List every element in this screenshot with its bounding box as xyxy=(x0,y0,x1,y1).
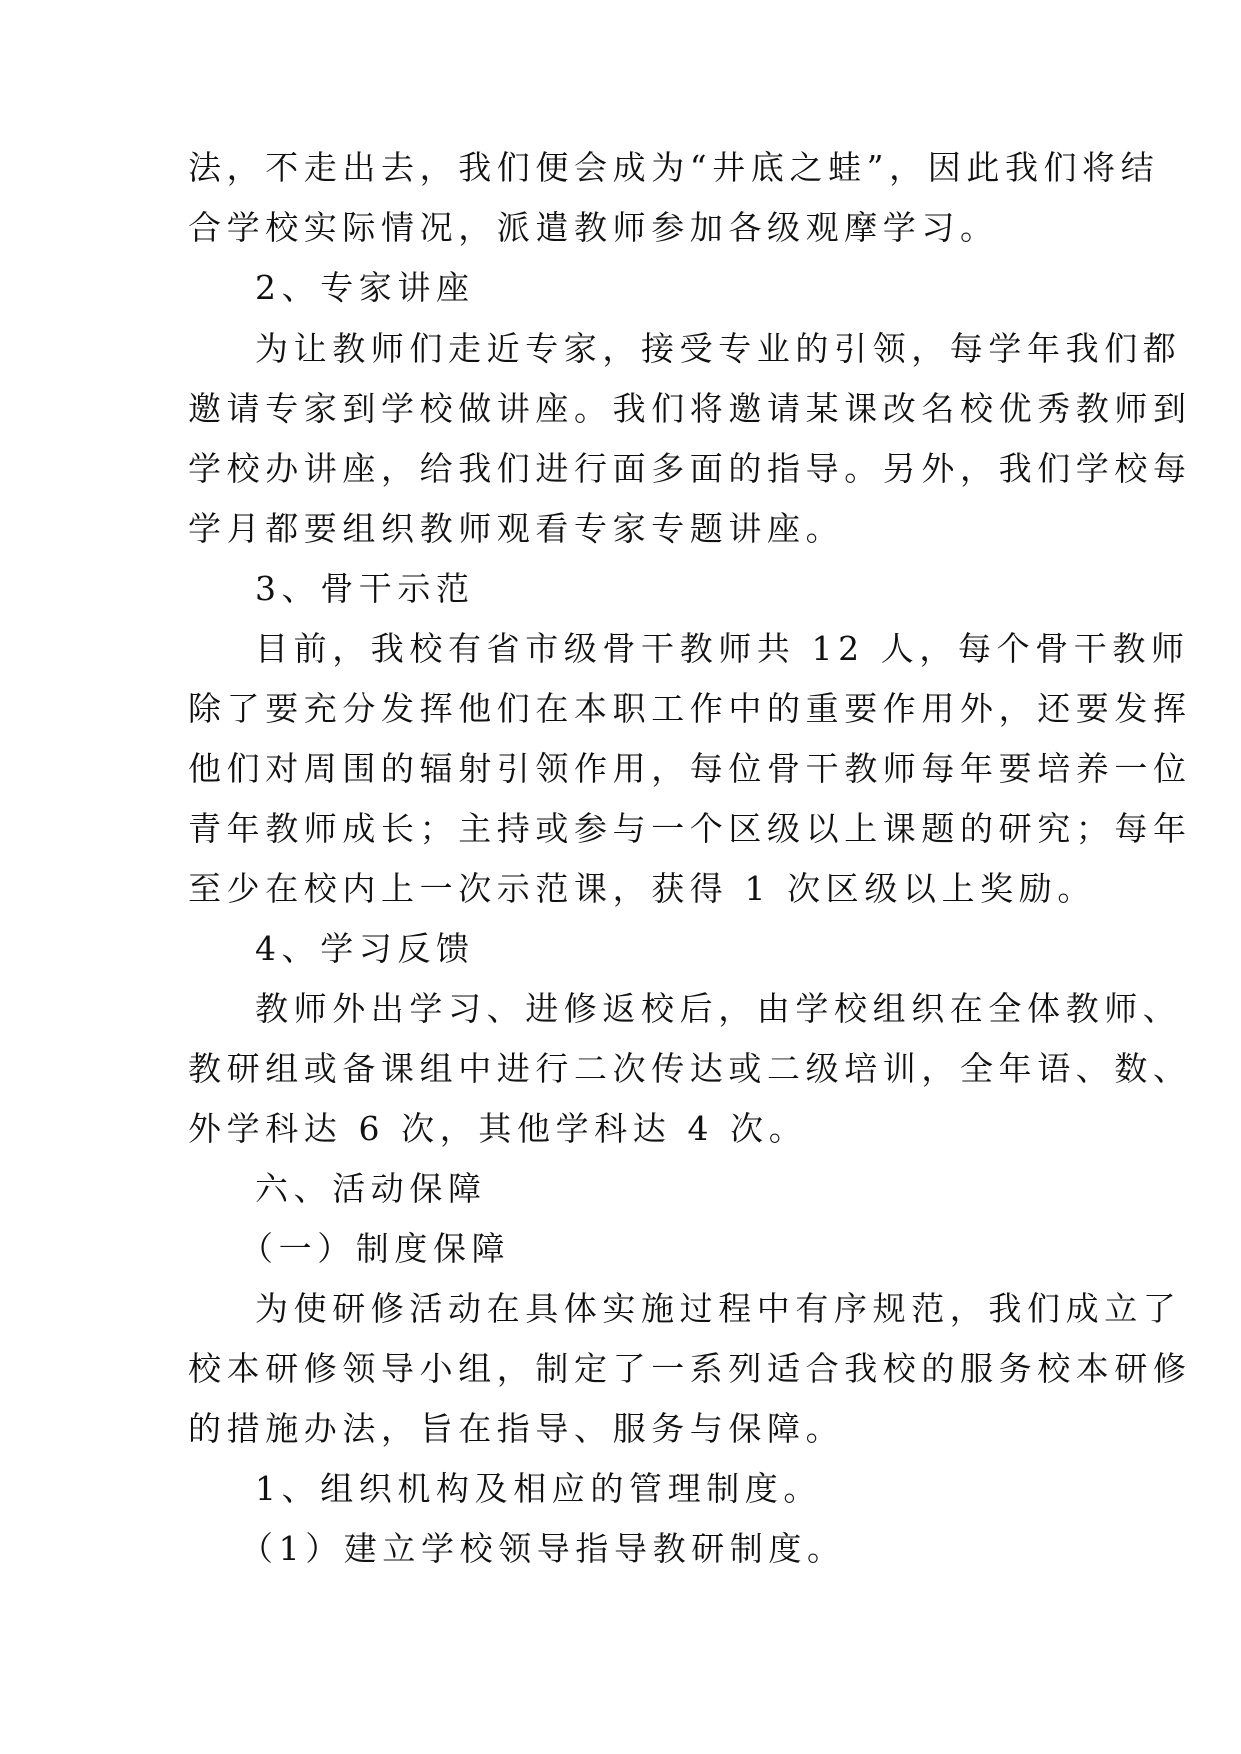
subsection-heading: （一）制度保障 xyxy=(240,1229,511,1268)
section-heading: 六、活动保障 xyxy=(255,1169,487,1208)
text-line: 校本研修领导小组，制定了一系列适合我校的服务校本研修 xyxy=(188,1349,1192,1388)
section-heading: 4、学习反馈 xyxy=(255,929,475,968)
text-line: 为使研修活动在具体实施过程中有序规范，我们成立了 xyxy=(255,1289,1182,1328)
text-line: 教师外出学习、进修返校后，由学校组织在全体教师、 xyxy=(255,989,1182,1028)
section-heading: 3、骨干示范 xyxy=(255,569,475,608)
text-line: 他们对周围的辐射引领作用，每位骨干教师每年要培养一位 xyxy=(188,749,1192,788)
text-line: 至少在校内上一次示范课，获得 1 次区级以上奖励。 xyxy=(188,869,1096,908)
text-line: 学校办讲座，给我们进行面多面的指导。另外，我们学校每 xyxy=(188,449,1192,488)
text-line: 合学校实际情况，派遣教师参加各级观摩学习。 xyxy=(188,208,999,247)
section-heading: 2、专家讲座 xyxy=(255,268,475,307)
text-line: 邀请专家到学校做讲座。我们将邀请某课改名校优秀教师到 xyxy=(188,389,1192,428)
text-line: 教研组或备课组中进行二次传达或二级培训，全年语、数、 xyxy=(188,1049,1192,1088)
text-line: 为让教师们走近专家，接受专业的引领，每学年我们都 xyxy=(255,329,1182,368)
text-line: 除了要充分发挥他们在本职工作中的重要作用外，还要发挥 xyxy=(188,689,1192,728)
text-line: 法，不走出去，我们便会成为“井底之蛙”，因此我们将结 xyxy=(188,148,1160,187)
text-line: 学月都要组织教师观看专家专题讲座。 xyxy=(188,509,845,548)
text-line: 外学科达 6 次，其他学科达 4 次。 xyxy=(188,1109,808,1148)
text-line: 的措施办法，旨在指导、服务与保障。 xyxy=(188,1409,845,1448)
list-item: （1）建立学校领导指导教研制度。 xyxy=(240,1529,846,1568)
text-line: 目前，我校有省市级骨干教师共 12 人，每个骨干教师 xyxy=(255,629,1190,668)
text-line: 青年教师成长；主持或参与一个区级以上课题的研究；每年 xyxy=(188,809,1192,848)
section-heading: 1、组织机构及相应的管理制度。 xyxy=(255,1469,822,1508)
